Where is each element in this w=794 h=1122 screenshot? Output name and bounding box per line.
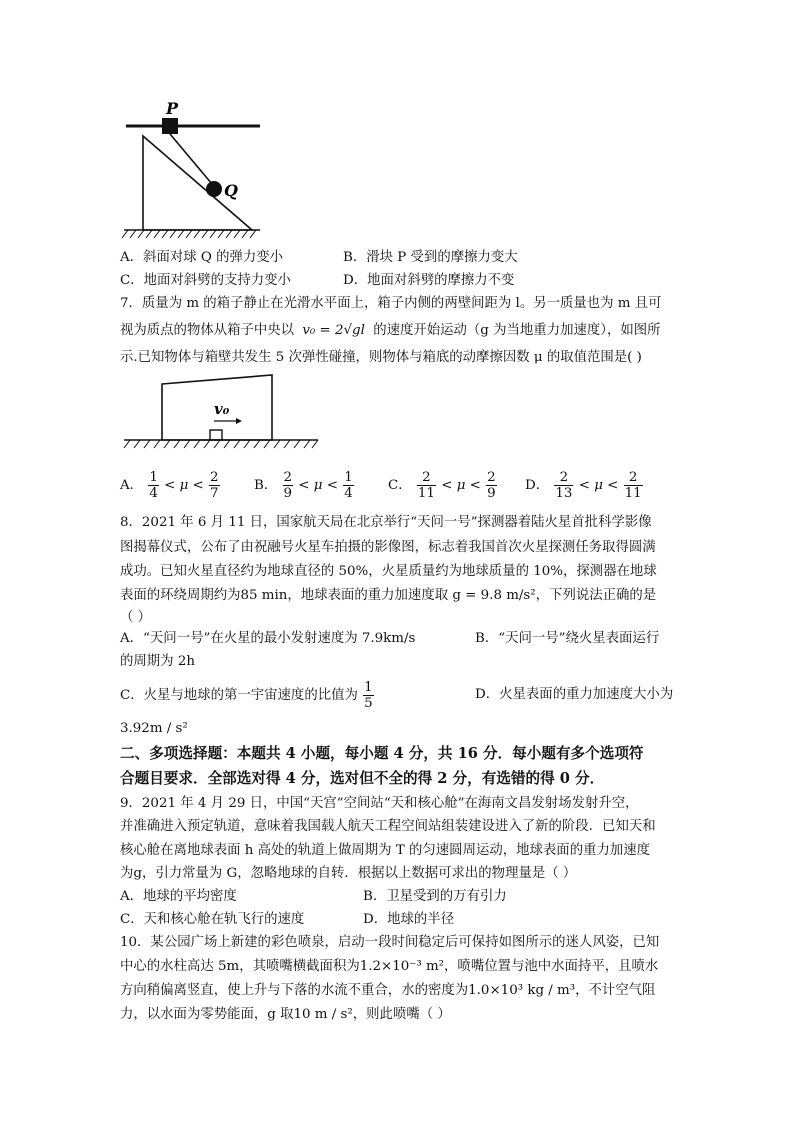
figure-box <box>118 370 322 454</box>
slider-p <box>162 118 178 134</box>
label-q: Q <box>224 181 238 200</box>
q8-option-c: C．火星与地球的第一宇宙速度的比值为 $\frac{1}{5}$ <box>120 680 373 711</box>
q8-line2: 图揭幕仪式，公布了由祝融号火星车拍摄的影像图，标志着我国首次火星探测任务取得圆满 <box>120 540 656 555</box>
q8-line3: 成功。已知火星直径约为地球直径的 50%，火星质量约为地球质量的 10%，探测器在地球 <box>120 564 657 579</box>
q7-option-b: B． $\frac{2}{9}$ < μ < $\frac{1}{4}$ <box>254 470 353 501</box>
q7-option-d: D． $\frac{2}{13}$ < μ < $\frac{2}{11}$ <box>525 470 642 501</box>
q10-line1: 10．某公园广场上新建的彩色喷泉，启动一段时间稳定后可保持如图所示的迷人风姿，已知 <box>120 935 660 950</box>
q10-line2: 中心的水柱高达 5m，其喷嘴横截面积为1.2×10⁻³ m²，喷嘴位置与池中水面持平，且喷水 <box>120 959 659 974</box>
q7-line3: 示.已知物体与箱壁共发生 5 次弹性碰撞，则物体与箱底的动摩擦因数 μ 的取值范围是( ) <box>120 350 642 365</box>
q8-option-d-line1: D．火星表面的重力加速度大小为 <box>475 687 674 702</box>
q7-velocity-formula: v₀ = 2√gl <box>302 323 365 338</box>
q8-option-d-line2: 3.92m / s² <box>120 721 188 736</box>
q9-line4: 为g，引力常量为 G，忽略地球的自转．根据以上数据可求出的物理量是（ ） <box>120 866 577 881</box>
q8-option-b-line2: 的周期为 2h <box>120 654 195 669</box>
q6-option-c: C．地面对斜劈的支持力变小 <box>120 273 291 288</box>
velocity-arrow-head <box>236 418 242 424</box>
q7-option-a: A． $\frac{1}{4}$ < μ < $\frac{2}{7}$ <box>120 470 219 501</box>
small-object <box>210 430 222 440</box>
q7-option-c: C． $\frac{2}{11}$ < μ < $\frac{2}{9}$ <box>388 470 496 501</box>
q8-line1: 8．2021 年 6 月 11 日，国家航天局在北京举行“天问一号”探测器着陆火星首批科学影像 <box>120 515 652 530</box>
q8-option-b-line1: B．“天问一号”绕火星表面运行 <box>475 631 660 646</box>
q9-line2: 并准确进入预定轨道，意味着我国载人航天工程空间站组装建设进入了新的阶段．已知天和 <box>120 819 656 834</box>
ground-hatch-2 <box>124 440 318 448</box>
q7-line1: 7．质量为 m 的箱子静止在光滑水平面上，箱子内侧的两壁间距为 l。另一质量也为 m 且可 <box>120 296 662 311</box>
q10-line3: 方向稍偏离竖直，使上升与下落的水流不重合，水的密度为1.0×10³ kg / m³，不计空气阻 <box>120 983 656 998</box>
q9-option-c: C．天和核心舱在轨飞行的速度 <box>120 912 305 927</box>
q8-line5: （ ） <box>120 610 152 625</box>
q8-option-a: A．“天问一号”在火星的最小发射速度为 7.9km/s <box>120 631 416 646</box>
q9-option-d: D．地球的半径 <box>363 912 455 927</box>
q7-line2 <box>120 320 661 342</box>
q6-option-a: A．斜面对球 Q 的弹力变小 <box>120 250 284 265</box>
q7-line2-pre: 视为质点的物体从箱子中央以 <box>120 323 295 338</box>
section2-line1: 二、多项选择题：本题共 4 小题，每小题 4 分，共 16 分．每小题有多个选项符 <box>120 745 644 762</box>
q6-option-d: D．地面对斜劈的摩擦力不变 <box>343 273 515 288</box>
v0-label: v₀ <box>214 400 230 418</box>
q9-line1: 9．2021 年 4 月 29 日，中国“天宫”空间站“天和核心舱”在海南文昌发射场发射升空， <box>120 796 639 811</box>
q9-line3: 核心舱在离地球表面 h 高处的轨道上做周期为 T 的匀速圆周运动，地球表面的重力加速度 <box>120 843 651 858</box>
section2-line2: 合题目要求．全部选对得 4 分，选对但不全的得 2 分，有选错的得 0 分． <box>120 770 605 787</box>
ground-hatch <box>122 230 256 238</box>
figure-slider-incline <box>118 96 268 242</box>
q8-line4: 表面的环绕周期约为85 min，地球表面的重力加速度取 g = 9.8 m/s²，下列说法正确的是 <box>120 588 657 603</box>
q9-option-b: B．卫星受到的万有引力 <box>363 889 507 904</box>
q9-option-a: A．地球的平均密度 <box>120 889 237 904</box>
ball-q <box>206 181 222 197</box>
q7-line2-post: 的速度开始运动（g 为当地重力加速度），如图所 <box>373 323 661 338</box>
q6-option-b: B．滑块 P 受到的摩擦力变大 <box>343 250 518 265</box>
label-p: P <box>166 99 179 118</box>
q10-line4: 力，以水面为零势能面，g 取10 m / s²，则此喷嘴（ ） <box>120 1007 451 1022</box>
